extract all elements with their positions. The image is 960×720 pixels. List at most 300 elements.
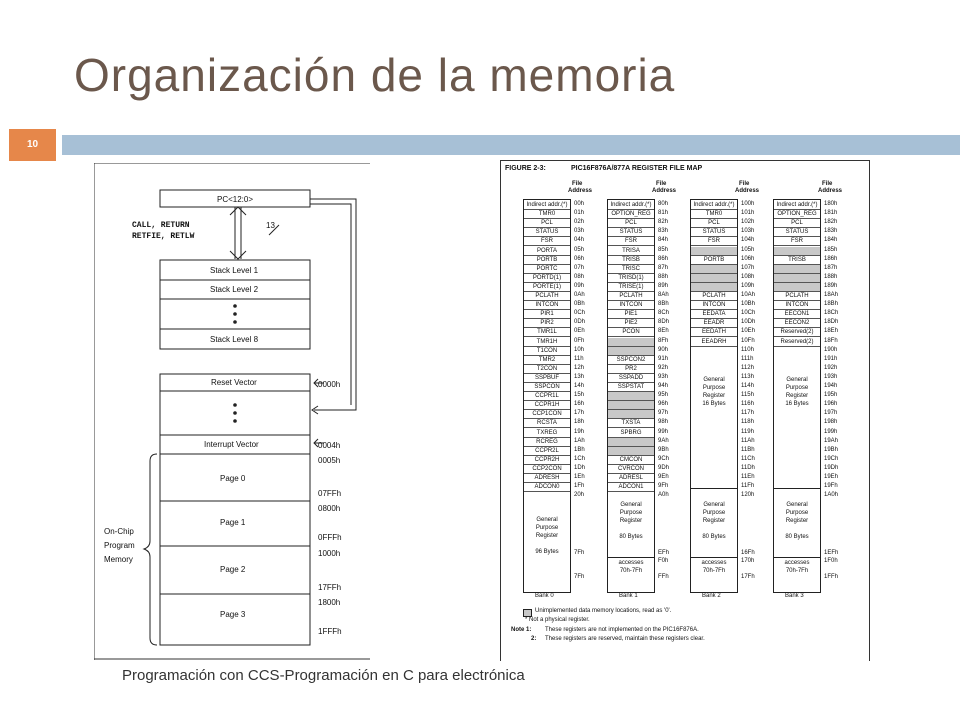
register-cell: PIE1 xyxy=(608,310,654,319)
register-cell: Reserved(2) xyxy=(774,338,820,347)
register-address: 19Eh xyxy=(824,474,839,480)
register-cell: EEDATA xyxy=(691,310,737,319)
register-cell: OPTION_REG xyxy=(608,210,654,219)
register-address: 99h xyxy=(658,428,669,435)
register-cell: STATUS xyxy=(691,228,737,237)
register-address: 10Dh xyxy=(741,319,756,326)
register-address: 194h xyxy=(824,383,838,389)
accesses-label: 70h-7Fh xyxy=(619,568,643,575)
register-address: 83h xyxy=(658,228,669,235)
accesses-end-address: 17Fh xyxy=(741,574,755,581)
register-cell: FSR xyxy=(524,237,570,246)
register-address: 1Ah xyxy=(574,437,585,444)
reset-vector: Reset Vector xyxy=(211,378,257,387)
register-cell: INTCON xyxy=(774,301,820,310)
accesses-start-address: F0h xyxy=(658,558,669,565)
register-cell: CCP1CON xyxy=(524,410,570,419)
bank-footer: Bank 2 xyxy=(702,593,721,599)
register-address: 86h xyxy=(658,255,669,262)
register-cell xyxy=(691,265,737,274)
register-address: 98h xyxy=(658,419,669,426)
register-cell: PCLATH xyxy=(608,292,654,301)
accesses-divider xyxy=(774,557,820,558)
register-address: 1Bh xyxy=(574,446,585,453)
register-cell: CCPR1L xyxy=(524,392,570,401)
register-address: 192h xyxy=(824,364,838,371)
register-cell xyxy=(608,410,654,419)
register-address: 8Eh xyxy=(658,328,669,335)
bus-width-label: 13 xyxy=(266,221,275,230)
register-address: 10Ah xyxy=(741,292,756,298)
address-0000h: 0000h xyxy=(318,380,341,389)
register-cell: ADCON1 xyxy=(608,483,654,492)
register-address: 04h xyxy=(574,237,585,244)
register-address: 198h xyxy=(824,419,838,426)
register-address: 8Bh xyxy=(658,301,669,308)
register-cell: CCP2CON xyxy=(524,465,570,474)
gpr-label: General xyxy=(536,517,558,524)
gpr-label: 80 Bytes xyxy=(785,534,809,541)
register-cell: TMR1L xyxy=(524,328,570,337)
accesses-label: accesses xyxy=(701,560,727,567)
register-cell: SPBRG xyxy=(608,429,654,438)
register-address: 18Dh xyxy=(824,319,839,326)
register-address: 18Fh xyxy=(824,337,838,344)
register-cell: PCL xyxy=(608,219,654,228)
gpr-end-address: 16Fh xyxy=(741,550,755,557)
file-address-header: File xyxy=(822,181,833,187)
register-cell: SSPADD xyxy=(608,374,654,383)
file-address-header: Address xyxy=(735,188,760,194)
call-return-label: CALL, RETURN xyxy=(132,221,190,230)
register-address: 10Bh xyxy=(741,301,756,308)
register-cell: FSR xyxy=(608,237,654,246)
page-2: Page 2 xyxy=(220,565,246,574)
register-cell: RCSTA xyxy=(524,419,570,428)
register-address: 91h xyxy=(658,355,669,362)
gpr-divider xyxy=(774,488,820,489)
register-address: 12h xyxy=(574,364,585,371)
register-address: 180h xyxy=(824,201,838,207)
register-address: 97h xyxy=(658,410,669,417)
register-cell xyxy=(774,274,820,283)
register-address: 88h xyxy=(658,273,669,280)
register-address: 11h xyxy=(574,355,584,362)
register-cell: TRISB xyxy=(608,256,654,265)
stack-level-8: Stack Level 8 xyxy=(210,335,259,344)
register-cell: Indirect addr.(*) xyxy=(524,201,570,210)
register-cell: SSPCON2 xyxy=(608,356,654,365)
accesses-end-address: 1FFh xyxy=(824,574,839,581)
register-cell: PCLATH xyxy=(691,292,737,301)
onchip-label-3: Memory xyxy=(104,555,133,564)
gpr-16-label: Purpose xyxy=(785,384,809,391)
register-address: 110h xyxy=(741,346,754,353)
register-cell: T1CON xyxy=(524,347,570,356)
page-3: Page 3 xyxy=(220,610,246,619)
gpr-label: Register xyxy=(785,518,809,525)
register-address: 18h xyxy=(574,419,585,426)
register-cell: PR2 xyxy=(608,365,654,374)
register-file-map xyxy=(500,160,870,661)
register-cell: PIE2 xyxy=(608,319,654,328)
register-cell: STATUS xyxy=(774,228,820,237)
register-address: 18Bh xyxy=(824,301,839,308)
gpr-16-label: Register xyxy=(785,392,809,399)
register-cell: PORTB xyxy=(524,256,570,265)
register-address: 197h xyxy=(824,410,838,417)
register-cell: FSR xyxy=(774,237,820,246)
register-address: 115h xyxy=(741,392,754,399)
register-address: 80h xyxy=(658,201,669,207)
legend-not-physical: * Not a physical register. xyxy=(525,617,590,623)
interrupt-vector: Interrupt Vector xyxy=(204,440,259,449)
register-address: 00h xyxy=(574,201,585,207)
register-cell: Indirect addr.(*) xyxy=(608,201,654,210)
register-address: 96h xyxy=(658,401,669,408)
register-address: 10h xyxy=(574,346,585,353)
onchip-label-2: Program xyxy=(104,541,135,550)
register-address: 0Dh xyxy=(574,319,586,326)
address-07FFh: 07FFh xyxy=(318,489,342,498)
register-address: 191h xyxy=(824,355,838,362)
register-cell: PCLATH xyxy=(524,292,570,301)
gpr-label: Purpose xyxy=(785,510,809,517)
register-cell: EECON2 xyxy=(774,319,820,328)
register-cell: TRISE(1) xyxy=(608,283,654,292)
register-address: 16h xyxy=(574,401,585,408)
register-address: 06h xyxy=(574,255,585,262)
note-1-tag: Note 1: xyxy=(511,627,532,633)
note-2-tag: 2: xyxy=(531,636,537,642)
retfie-retlw-label: RETFIE, RETLW xyxy=(132,232,195,241)
register-address: 193h xyxy=(824,373,838,380)
gpr-label: Purpose xyxy=(702,510,726,517)
register-address: 19h xyxy=(574,428,585,435)
register-address: 185h xyxy=(824,246,838,253)
gpr-label: 96 Bytes xyxy=(535,549,559,556)
figure-label: FIGURE 2-3: xyxy=(505,165,546,172)
register-address: 184h xyxy=(824,237,838,244)
slide-title: Organización de la memoria xyxy=(74,49,676,101)
register-address: 1Dh xyxy=(574,464,586,471)
accesses-label: 70h-7Fh xyxy=(702,568,726,575)
register-address: 92h xyxy=(658,364,669,371)
register-address: 101h xyxy=(741,210,755,217)
register-address: 90h xyxy=(658,346,669,353)
register-cell: CCPR2L xyxy=(524,447,570,456)
register-address: 109h xyxy=(741,282,755,289)
gpr-16-label: General xyxy=(786,376,808,383)
register-cell: TMR1H xyxy=(524,338,570,347)
gpr-label: Register xyxy=(535,533,559,540)
register-address: 94h xyxy=(658,383,669,389)
register-address: 95h xyxy=(658,392,669,399)
register-cell: TRISD(1) xyxy=(608,274,654,283)
register-address: 111h xyxy=(741,355,754,362)
register-cell: Indirect addr.(*) xyxy=(691,201,737,210)
gpr-label: 80 Bytes xyxy=(619,534,643,541)
register-address: 11Ch xyxy=(741,455,755,462)
address-0005h: 0005h xyxy=(318,456,341,465)
register-cell: EEDATH xyxy=(691,328,737,337)
register-cell: FSR xyxy=(691,237,737,246)
register-address: 0Ah xyxy=(574,292,585,298)
register-address: 0Eh xyxy=(574,328,585,335)
register-address: 1Fh xyxy=(574,483,585,490)
accesses-start-address: 170h xyxy=(741,558,755,565)
file-address-header: Address xyxy=(652,188,677,194)
register-cell: PCL xyxy=(691,219,737,228)
register-cell: PORTD(1) xyxy=(524,274,570,283)
register-address: 9Dh xyxy=(658,464,670,471)
gpr-label: General xyxy=(620,502,642,509)
register-address: 10Ch xyxy=(741,310,756,317)
accesses-end-address: FFh xyxy=(658,574,669,581)
register-address: 0Ch xyxy=(574,310,586,317)
gpr-label: General xyxy=(703,502,725,509)
register-cell xyxy=(608,401,654,410)
register-cell: Indirect addr.(*) xyxy=(774,201,820,210)
register-address: 13h xyxy=(574,373,585,380)
gpr-label: Purpose xyxy=(619,510,643,517)
register-address: 188h xyxy=(824,273,838,280)
register-address: 15h xyxy=(574,392,585,399)
register-address: 108h xyxy=(741,273,755,280)
register-cell: CMCON xyxy=(608,456,654,465)
register-address: 14h xyxy=(574,383,585,389)
slide-footer: Programación con CCS-Programación en C para electrónica xyxy=(122,667,525,684)
gpr-end-address: 1EFh xyxy=(824,550,839,557)
pc-label: PC<12:0> xyxy=(217,195,254,204)
register-address: 02h xyxy=(574,219,585,226)
register-cell: SSPBUF xyxy=(524,374,570,383)
address-1000h: 1000h xyxy=(318,549,341,558)
register-cell: PIR2 xyxy=(524,319,570,328)
register-cell: OPTION_REG xyxy=(774,210,820,219)
register-cell xyxy=(608,438,654,447)
file-address-header: File xyxy=(739,181,750,187)
accesses-label: accesses xyxy=(618,560,644,567)
register-address: 01h xyxy=(574,210,585,217)
register-address: 119h xyxy=(741,428,754,435)
gpr-label: General xyxy=(786,502,808,509)
gpr-label: 80 Bytes xyxy=(702,534,726,541)
legend-swatch xyxy=(523,609,532,617)
register-cell: PORTA xyxy=(524,247,570,256)
register-address: 118h xyxy=(741,419,754,426)
page-1: Page 1 xyxy=(220,518,246,527)
stack-level-2: Stack Level 2 xyxy=(210,285,259,294)
register-address: 9Fh xyxy=(658,483,669,490)
register-address: 1A0h xyxy=(824,492,839,499)
register-cell: SSPSTAT xyxy=(608,383,654,392)
register-cell: PCL xyxy=(524,219,570,228)
bank-footer: Bank 0 xyxy=(535,593,554,599)
register-address: 1Eh xyxy=(574,474,585,480)
register-address: 190h xyxy=(824,346,838,353)
register-address: 18Ah xyxy=(824,292,839,298)
register-address: 187h xyxy=(824,264,838,271)
register-address: 102h xyxy=(741,219,755,226)
register-address: 0Bh xyxy=(574,301,585,308)
gpr-end-address: EFh xyxy=(658,550,670,557)
accesses-label: accesses xyxy=(784,560,810,567)
register-address: 196h xyxy=(824,401,838,408)
register-cell xyxy=(608,447,654,456)
register-address: 10Fh xyxy=(741,337,755,344)
register-address: 9Bh xyxy=(658,446,669,453)
gpr-label: Register xyxy=(702,518,726,525)
register-cell xyxy=(691,283,737,292)
register-cell: Reserved(2) xyxy=(774,328,820,337)
bank-footer: Bank 3 xyxy=(785,593,804,599)
file-address-header: Address xyxy=(818,188,843,194)
register-cell: STATUS xyxy=(524,228,570,237)
register-address: 84h xyxy=(658,237,669,244)
register-address: 85h xyxy=(658,246,669,253)
accesses-divider xyxy=(608,557,654,558)
legend-unimplemented: Unimplemented data memory locations, read as '0'. xyxy=(535,608,672,614)
register-cell: INTCON xyxy=(524,301,570,310)
register-address: 11Dh xyxy=(741,464,755,471)
register-cell: INTCON xyxy=(691,301,737,310)
onchip-label-1: On-Chip xyxy=(104,527,134,536)
register-address: 87h xyxy=(658,264,669,271)
register-address: 104h xyxy=(741,237,755,244)
file-address-header: Address xyxy=(568,188,593,194)
register-cell: INTCON xyxy=(608,301,654,310)
register-address: 0Fh xyxy=(574,337,585,344)
register-address: 116h xyxy=(741,401,754,408)
gpr-divider xyxy=(691,488,737,489)
register-address: 195h xyxy=(824,392,838,399)
gpr-end-address: 7Fh xyxy=(574,550,585,557)
register-cell: TMR0 xyxy=(691,210,737,219)
register-cell: PORTB xyxy=(691,256,737,265)
register-address: 11Bh xyxy=(741,446,755,453)
gpr-16-label: Purpose xyxy=(702,384,726,391)
register-cell: EEADRH xyxy=(691,338,737,347)
register-cell xyxy=(608,347,654,356)
register-address: 106h xyxy=(741,255,755,262)
title-band xyxy=(62,135,960,155)
register-cell xyxy=(608,392,654,401)
register-address: 19Bh xyxy=(824,446,839,453)
register-address: 18Ch xyxy=(824,310,839,317)
register-address: 1Ch xyxy=(574,455,586,462)
file-address-header: File xyxy=(572,181,583,187)
register-cell: PCON xyxy=(608,328,654,337)
register-cell: T2CON xyxy=(524,365,570,374)
register-cell: CCPR1H xyxy=(524,401,570,410)
address-17FFh: 17FFh xyxy=(318,583,342,592)
register-cell: STATUS xyxy=(608,228,654,237)
register-cell: TRISC xyxy=(608,265,654,274)
register-address: 82h xyxy=(658,219,669,226)
gpr-16-label: 16 Bytes xyxy=(785,400,809,407)
accesses-label: 70h-7Fh xyxy=(785,568,809,575)
page-0: Page 0 xyxy=(220,474,246,483)
register-address: 103h xyxy=(741,228,755,235)
register-address: 9Ch xyxy=(658,455,670,462)
register-address: 186h xyxy=(824,255,838,262)
register-address: 9Ah xyxy=(658,437,669,444)
register-address: 199h xyxy=(824,428,838,435)
register-address: 18Eh xyxy=(824,328,839,335)
register-cell: PCL xyxy=(774,219,820,228)
register-cell xyxy=(608,338,654,347)
register-cell: TMR0 xyxy=(524,210,570,219)
register-cell: RCREG xyxy=(524,438,570,447)
address-1800h: 1800h xyxy=(318,598,341,607)
register-cell xyxy=(691,274,737,283)
register-address: 07h xyxy=(574,264,585,271)
register-cell: PCLATH xyxy=(774,292,820,301)
page-number-badge: 10 xyxy=(9,129,56,161)
register-address: 05h xyxy=(574,246,585,253)
register-address: 17h xyxy=(574,410,585,417)
register-cell: EECON1 xyxy=(774,310,820,319)
register-address: 183h xyxy=(824,228,838,235)
register-address: 03h xyxy=(574,228,585,235)
register-address: 114h xyxy=(741,383,754,389)
register-cell: ADRESL xyxy=(608,474,654,483)
register-address: 09h xyxy=(574,282,585,289)
register-address: 19Ch xyxy=(824,455,839,462)
register-cell: CVRCON xyxy=(608,465,654,474)
register-cell: TRISB xyxy=(774,256,820,265)
gpr-end-address: 7Fh xyxy=(574,574,585,581)
note-2-text: These registers are reserved, maintain these registers clear. xyxy=(545,636,705,642)
bank-footer: Bank 1 xyxy=(619,593,638,599)
register-address: 189h xyxy=(824,282,838,289)
register-address: 8Fh xyxy=(658,337,669,344)
register-address: 19Ah xyxy=(824,437,839,444)
register-cell: TXREG xyxy=(524,429,570,438)
accesses-divider xyxy=(691,557,737,558)
gpr-16-label: 16 Bytes xyxy=(702,400,726,407)
register-address: 08h xyxy=(574,273,585,280)
register-cell xyxy=(691,247,737,256)
address-0FFFh: 0FFFh xyxy=(318,533,342,542)
register-address: 105h xyxy=(741,246,755,253)
figure-title: PIC16F876A/877A REGISTER FILE MAP xyxy=(571,165,703,172)
gpr-start-address: A0h xyxy=(658,492,669,499)
gpr-label: Purpose xyxy=(535,525,559,532)
register-address: 182h xyxy=(824,219,838,226)
register-address: 19Fh xyxy=(824,483,838,490)
register-address: 8Ch xyxy=(658,310,670,317)
register-address: 8Ah xyxy=(658,292,669,298)
register-address: 11Fh xyxy=(741,483,755,490)
stack-level-1: Stack Level 1 xyxy=(210,266,259,275)
register-cell: PORTE(1) xyxy=(524,283,570,292)
register-cell xyxy=(774,283,820,292)
register-address: 81h xyxy=(658,210,669,217)
register-address: 100h xyxy=(741,201,755,207)
register-cell: TMR2 xyxy=(524,356,570,365)
register-address: 8Dh xyxy=(658,319,670,326)
register-cell: TXSTA xyxy=(608,419,654,428)
register-address: 117h xyxy=(741,410,754,417)
gpr-start-address: 20h xyxy=(574,492,585,499)
register-address: 9Eh xyxy=(658,474,669,480)
register-cell: PORTC xyxy=(524,265,570,274)
accesses-start-address: 1F0h xyxy=(824,558,838,565)
address-1FFFh: 1FFFh xyxy=(318,627,342,636)
register-address: 89h xyxy=(658,282,669,289)
